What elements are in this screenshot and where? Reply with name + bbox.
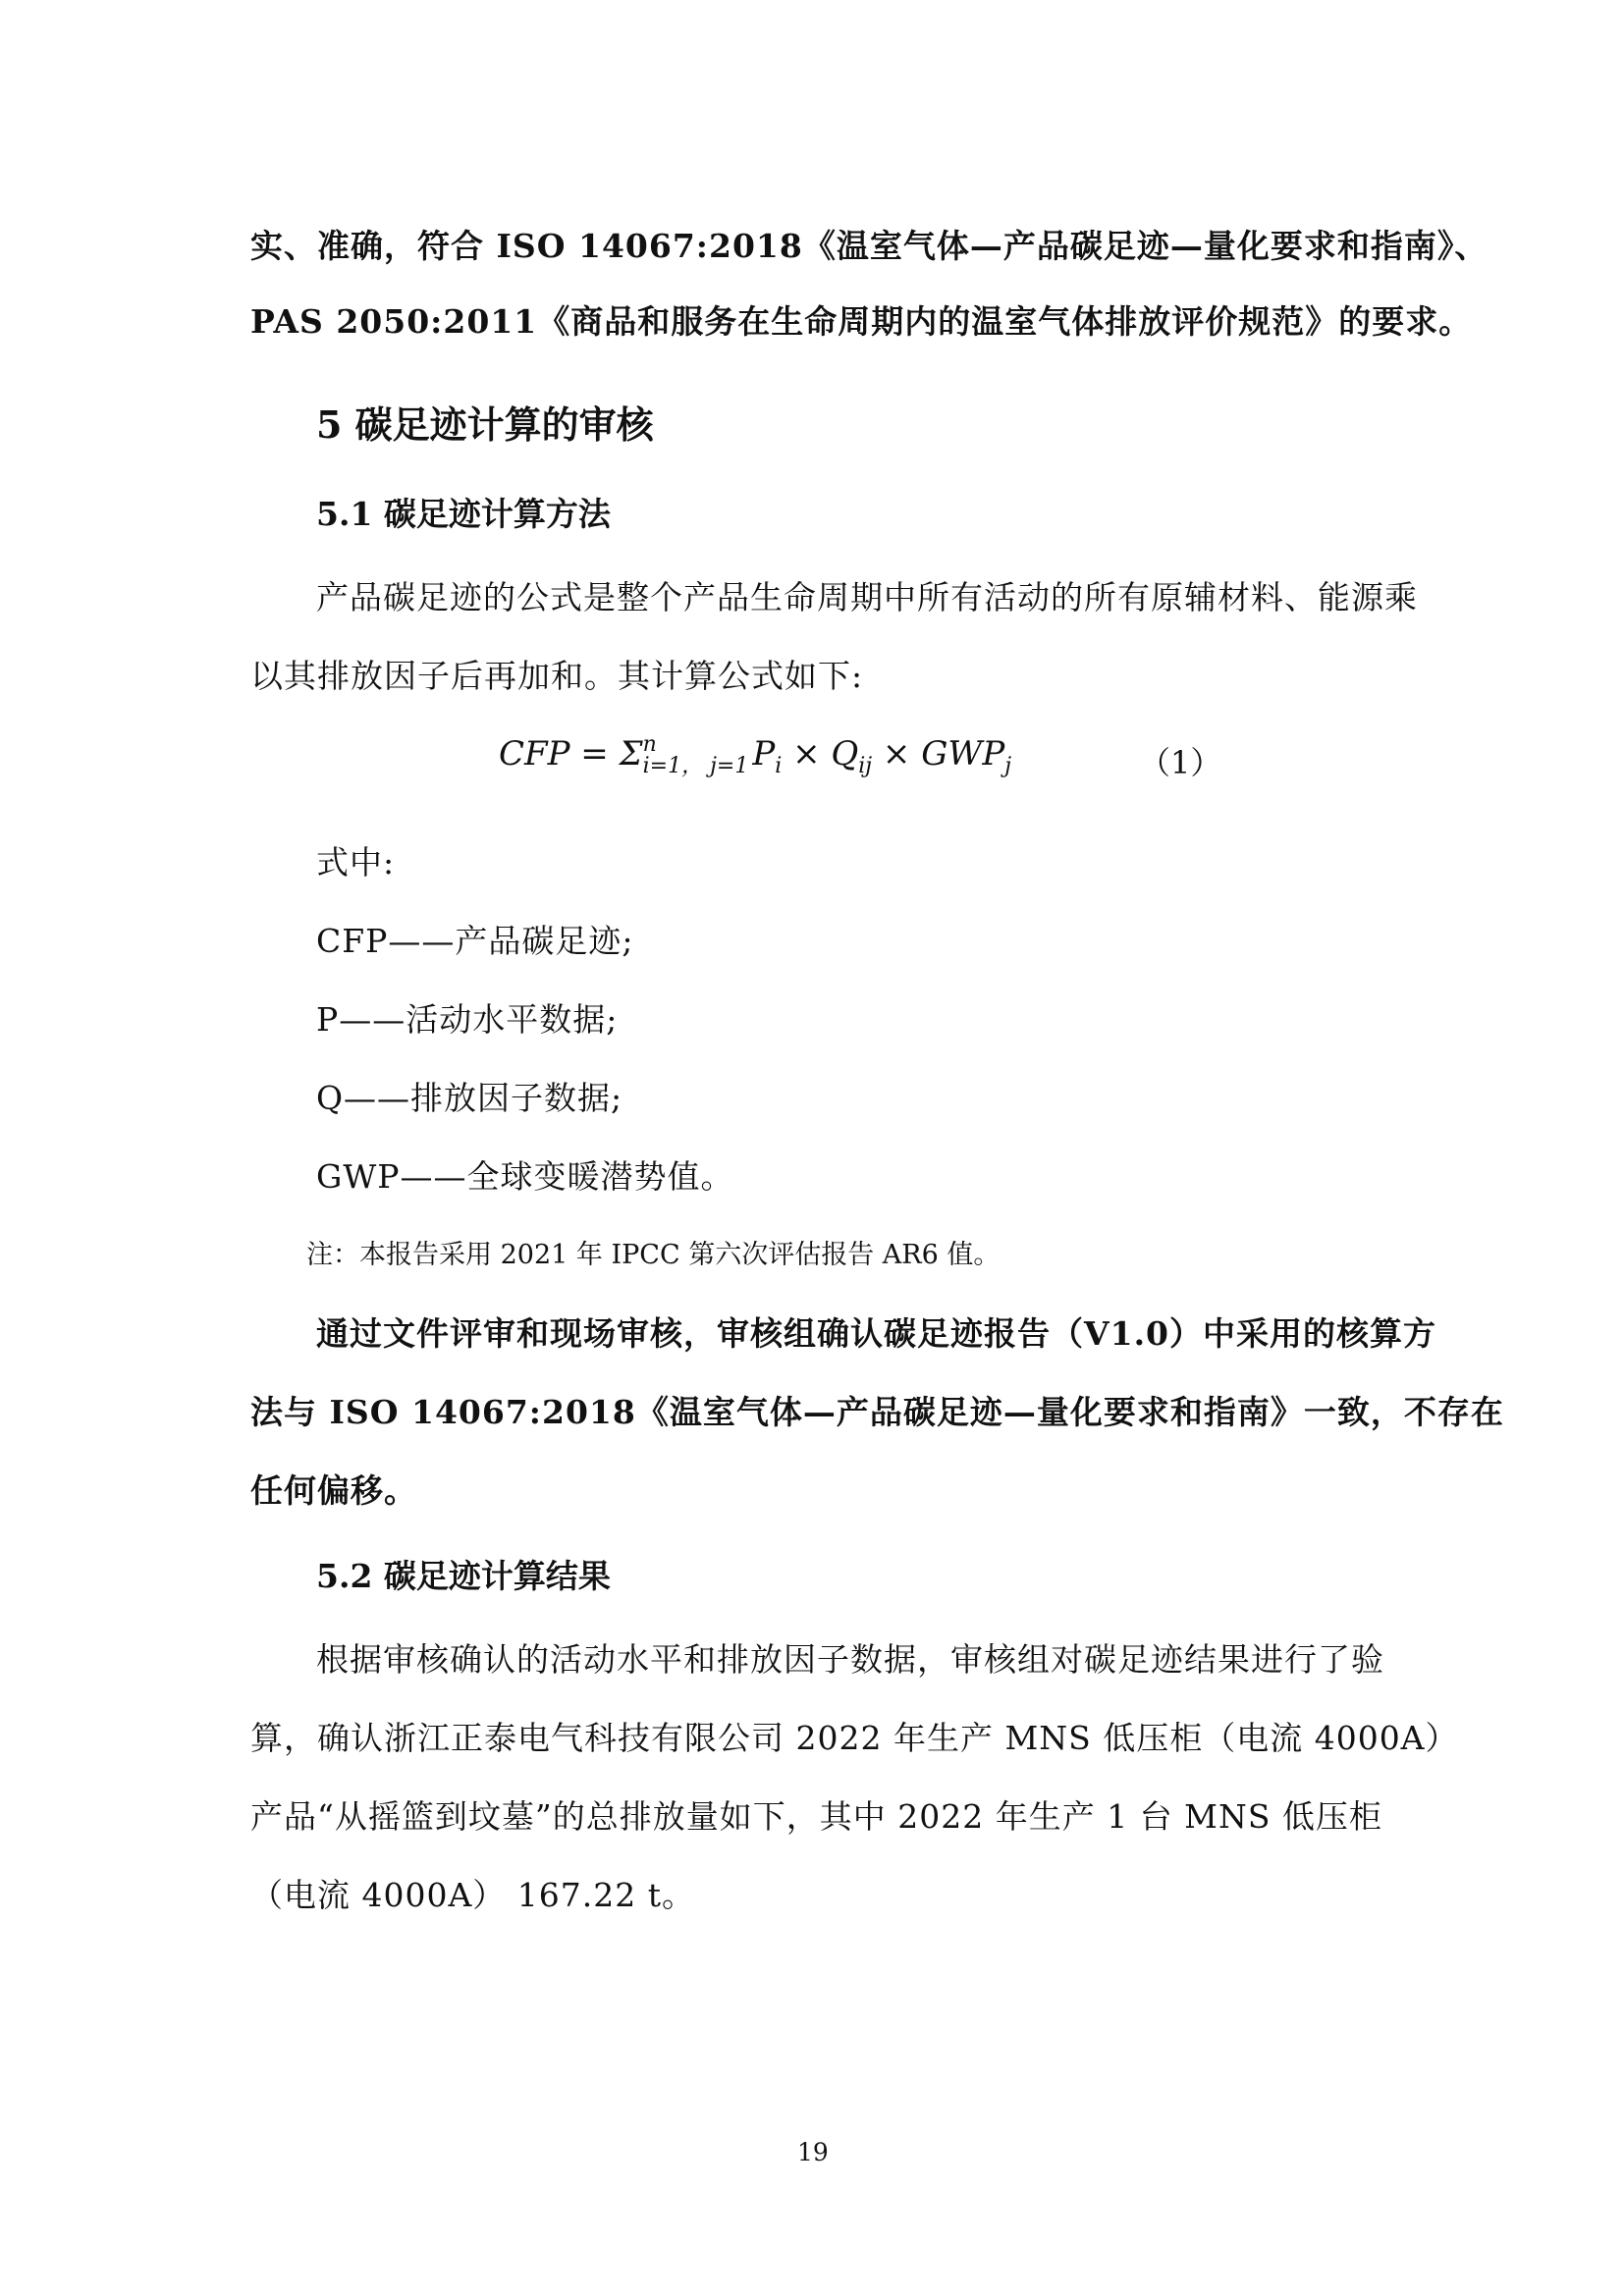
definition-gwp: GWP——全球变暖潜势值。 — [316, 1157, 734, 1196]
conclusion-line-3: 任何偏移。 — [250, 1471, 417, 1510]
intro-line-1: 实、准确，符合 ISO 14067:2018《温室气体—产品碳足迹—量化要求和指南》、 — [250, 227, 1488, 265]
section-5-1-heading: 5.1 碳足迹计算方法 — [316, 495, 611, 533]
formula-sum-lower: i=1， j=1 — [642, 754, 749, 778]
result-paragraph-line-1: 根据审核确认的活动水平和排放因子数据，审核组对碳足迹结果进行了验 — [316, 1640, 1384, 1679]
method-paragraph-line-2: 以其排放因子后再加和。其计算公式如下: — [250, 657, 864, 695]
section-5-2-heading: 5.2 碳足迹计算结果 — [316, 1557, 611, 1595]
page-number: 19 — [797, 2138, 829, 2166]
definition-p: P——活动水平数据; — [316, 1000, 619, 1039]
cfp-formula — [499, 734, 1011, 778]
result-paragraph-line-3: 产品“从摇篮到坟墓”的总排放量如下，其中 2022 年生产 1 台 MNS 低压柜 — [250, 1797, 1382, 1836]
formula-number: （1） — [1139, 744, 1222, 781]
result-paragraph-line-2: 算，确认浙江正泰电气科技有限公司 2022 年生产 MNS 低压柜（电流 4000A） — [250, 1719, 1459, 1757]
formula-sum-upper: n — [642, 732, 657, 757]
formula-q-sub: ij — [858, 753, 873, 778]
conclusion-line-1: 通过文件评审和现场审核，审核组确认碳足迹报告（V1.0）中采用的核算方 — [316, 1314, 1437, 1353]
formula-gwp: × GWP — [872, 734, 1005, 774]
conclusion-line-2: 法与 ISO 14067:2018《温室气体—产品碳足迹—量化要求和指南》一致，不存在 — [250, 1393, 1504, 1431]
formula-q: × Q — [782, 734, 859, 774]
formula-lhs: CFP = Σ — [499, 734, 643, 774]
intro-line-2: PAS 2050:2011《商品和服务在生命周期内的温室气体排放评价规范》的要求。 — [250, 302, 1473, 341]
result-paragraph-line-4: （电流 4000A） 167.22 t。 — [250, 1876, 696, 1914]
section-5-heading: 5 碳足迹计算的审核 — [316, 402, 654, 447]
definition-q: Q——排放因子数据; — [316, 1079, 623, 1117]
definition-cfp: CFP——产品碳足迹; — [316, 922, 634, 960]
formula-gwp-sub: j — [1004, 753, 1012, 778]
formula-p: P — [752, 734, 776, 774]
where-label: 式中: — [316, 843, 396, 881]
formula-p-sub: i — [775, 753, 783, 778]
note-text: 注：本报告采用 2021 年 IPCC 第六次评估报告 AR6 值。 — [306, 1240, 1001, 1270]
method-paragraph-line-1: 产品碳足迹的公式是整个产品生命周期中所有活动的所有原辅材料、能源乘 — [316, 578, 1418, 616]
